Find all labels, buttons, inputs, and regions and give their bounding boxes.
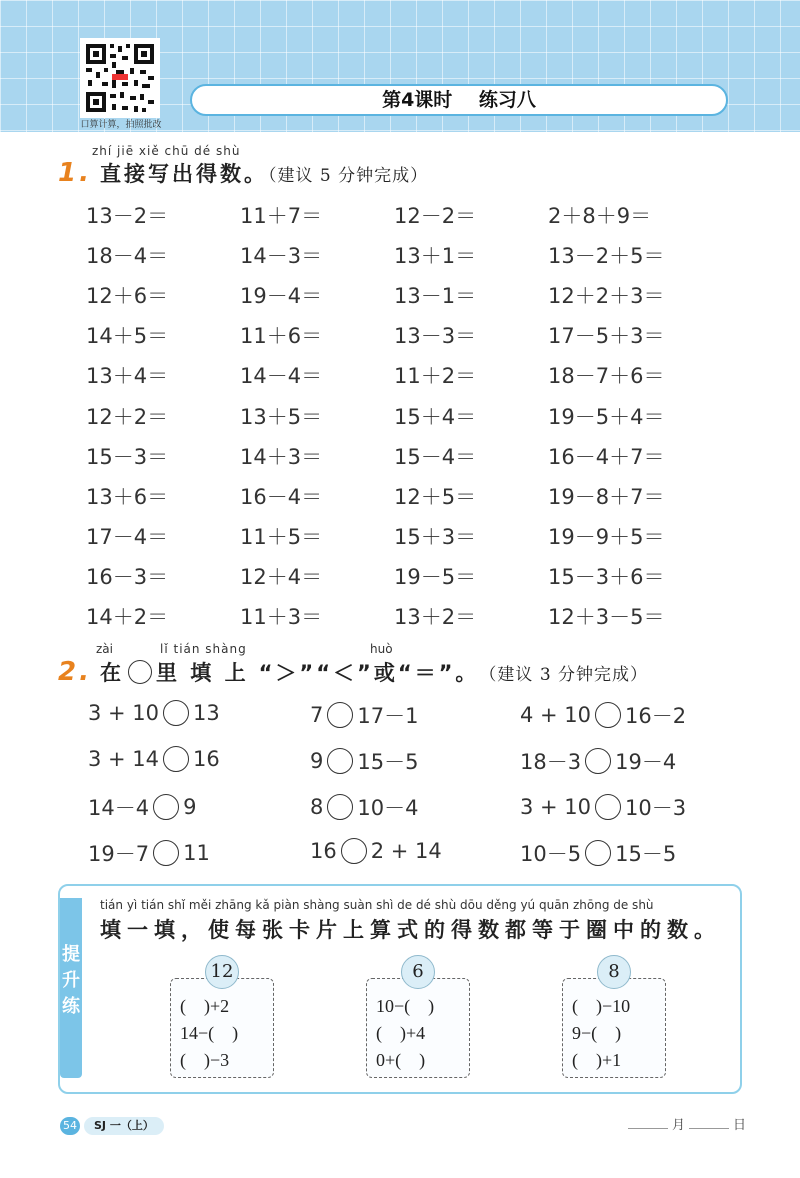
q2-circle-icon xyxy=(128,660,152,684)
day-label: 日 xyxy=(732,1118,746,1133)
card-expression[interactable]: 0+( ) xyxy=(376,1050,426,1070)
answer-circle[interactable] xyxy=(327,702,353,728)
equation-item: 11＋7＝ xyxy=(240,204,323,228)
answer-circle[interactable] xyxy=(341,838,367,864)
compare-left: 3 + 14 xyxy=(88,747,160,771)
compare-item xyxy=(310,838,442,864)
q1-heading xyxy=(58,158,428,188)
equation-item: 12＋4＝ xyxy=(240,564,323,589)
equation-item: 17－4＝ xyxy=(86,524,169,549)
compare-right: 17－1 xyxy=(357,704,419,728)
answer-circle[interactable] xyxy=(327,794,353,820)
equation-item: 19－9＋5＝ xyxy=(548,524,665,549)
answer-circle[interactable] xyxy=(153,840,179,866)
q1-number: 1. xyxy=(58,158,92,188)
lesson-title xyxy=(190,84,728,116)
equation-item: 13＋1＝ xyxy=(394,244,477,269)
ext-tab-char-3: 练 xyxy=(62,996,80,1017)
equation-item: 16－4＝ xyxy=(240,484,323,509)
equation-item: 2＋8＋9＝ xyxy=(548,204,652,228)
equation-item: 12＋2＋3＝ xyxy=(548,284,665,309)
equation-item: 11＋3＝ xyxy=(240,605,323,629)
lesson-number: 第4课时 xyxy=(382,89,453,111)
equation-item: 13＋2＝ xyxy=(394,605,477,629)
equation-item: 11＋2＝ xyxy=(394,364,477,389)
compare-left: 16 xyxy=(310,839,337,863)
ext-title: 填一填，使每张卡片上算式的得数都等于圈中的数。 xyxy=(100,918,721,942)
equation-item: 14＋3＝ xyxy=(240,444,323,469)
header-band xyxy=(0,0,800,132)
q1-hint: （建议 5 分钟完成） xyxy=(267,166,429,186)
equation-item: 15－3＋6＝ xyxy=(548,564,665,589)
equation-item: 14＋2＝ xyxy=(86,605,169,629)
card-expression[interactable]: 10−( ) xyxy=(376,996,435,1016)
compare-left: 4 + 10 xyxy=(520,703,592,727)
q2-number: 2. xyxy=(58,657,92,687)
month-label: 月 xyxy=(671,1118,685,1133)
answer-circle[interactable] xyxy=(595,794,621,820)
q1-text: 直接写出得数。 xyxy=(99,162,268,186)
equation-item: 15－4＝ xyxy=(394,444,477,469)
compare-left: 10－5 xyxy=(520,842,582,866)
q2-text-b: 里 填 上 xyxy=(155,661,249,685)
q2-text-c: “＞”“＜” xyxy=(258,661,374,685)
card-expression[interactable]: ( )+4 xyxy=(376,1023,426,1043)
compare-right: 15－5 xyxy=(357,750,419,774)
compare-right: 10－3 xyxy=(625,796,687,820)
equation-item: 18－7＋6＝ xyxy=(548,364,665,389)
card-target-number: 8 xyxy=(597,955,631,989)
equation-item: 13－3＝ xyxy=(394,324,477,349)
answer-circle[interactable] xyxy=(163,700,189,726)
compare-item xyxy=(88,792,196,822)
card-expression[interactable]: 9−( ) xyxy=(572,1023,622,1043)
equation-item: 14＋5＝ xyxy=(86,324,169,349)
equation-item: 15＋3＝ xyxy=(394,524,477,549)
card-expression[interactable]: 14−( ) xyxy=(180,1023,239,1043)
equation-item: 17－5＋3＝ xyxy=(548,324,665,349)
answer-circle[interactable] xyxy=(153,794,179,820)
compare-right: 13 xyxy=(193,701,220,725)
card-expression[interactable]: ( )+2 xyxy=(180,996,230,1016)
card-expression[interactable]: ( )−3 xyxy=(180,1050,230,1070)
equation-item: 13－2＋5＝ xyxy=(548,244,665,269)
compare-right: 19－4 xyxy=(615,750,677,774)
compare-right: 16 xyxy=(193,747,220,771)
equation-item: 14－3＝ xyxy=(240,244,323,269)
card-expression[interactable]: ( )+1 xyxy=(572,1050,622,1070)
equation-item: 15＋4＝ xyxy=(394,404,477,429)
equation-item: 19－5＝ xyxy=(394,564,477,589)
equation-item: 19－4＝ xyxy=(240,284,323,309)
equation-item: 13＋5＝ xyxy=(240,404,323,429)
equation-item: 19－8＋7＝ xyxy=(548,484,665,509)
compare-item xyxy=(310,792,418,822)
q2-text-d: 或 xyxy=(373,661,398,685)
equation-item: 15－3＝ xyxy=(86,444,169,469)
card-target-number: 12 xyxy=(205,955,239,989)
answer-circle[interactable] xyxy=(595,702,621,728)
month-blank[interactable] xyxy=(628,1128,668,1129)
compare-left: 3 + 10 xyxy=(520,795,592,819)
answer-circle[interactable] xyxy=(585,748,611,774)
compare-left: 18－3 xyxy=(520,750,582,774)
qr-caption: 口算计算，拍照批改 xyxy=(80,120,162,130)
equation-item: 11＋6＝ xyxy=(240,324,323,349)
q2-hint: （建议 3 分钟完成） xyxy=(479,664,649,685)
compare-left: 3 + 10 xyxy=(88,701,160,725)
edition-badge: SJ 一（上） xyxy=(84,1117,164,1135)
compare-item xyxy=(88,746,220,772)
compare-left: 19－7 xyxy=(88,842,150,866)
compare-right: 11 xyxy=(183,841,210,865)
compare-item xyxy=(88,838,210,868)
answer-circle[interactable] xyxy=(163,746,189,772)
compare-item xyxy=(520,700,686,730)
q2-pinyin-huo: huò xyxy=(370,642,393,656)
answer-circle[interactable] xyxy=(585,840,611,866)
card-expression[interactable]: ( )−10 xyxy=(572,996,631,1016)
compare-left: 9 xyxy=(310,749,324,773)
compare-item xyxy=(310,700,418,730)
q2-text-e: “＝”。 xyxy=(397,661,480,685)
equation-item: 12＋5＝ xyxy=(394,484,477,509)
compare-left: 7 xyxy=(310,703,324,727)
day-blank[interactable] xyxy=(689,1128,729,1129)
equation-item: 11＋5＝ xyxy=(240,524,323,549)
equation-item: 19－5＋4＝ xyxy=(548,404,665,429)
compare-right: 10－4 xyxy=(357,796,419,820)
qr-code-icon[interactable] xyxy=(82,40,158,116)
equation-item: 13－1＝ xyxy=(394,284,477,309)
equation-item: 12＋6＝ xyxy=(86,284,169,309)
compare-left: 8 xyxy=(310,795,324,819)
equation-item: 16－4＋7＝ xyxy=(548,444,665,469)
q2-heading xyxy=(58,657,648,687)
compare-right: 16－2 xyxy=(625,704,687,728)
extension-tab xyxy=(60,898,82,1078)
card-target-number: 6 xyxy=(401,955,435,989)
compare-item xyxy=(310,746,418,776)
date-fields xyxy=(624,1114,746,1133)
compare-item xyxy=(520,838,676,868)
equation-item: 18－4＝ xyxy=(86,244,169,269)
q2-text-a: 在 xyxy=(99,661,124,685)
compare-right: 15－5 xyxy=(615,842,677,866)
page-number: 54 xyxy=(60,1117,80,1135)
q2-pinyin-li: lǐ tián shàng xyxy=(160,642,247,656)
equation-item: 13＋6＝ xyxy=(86,484,169,509)
equation-item: 12＋2＝ xyxy=(86,404,169,429)
answer-circle[interactable] xyxy=(327,748,353,774)
compare-left: 14－4 xyxy=(88,796,150,820)
compare-right: 9 xyxy=(183,795,197,819)
compare-right: 2 + 14 xyxy=(370,839,442,863)
q1-pinyin: zhí jiē xiě chū dé shù xyxy=(92,144,241,158)
equation-item: 14－4＝ xyxy=(240,364,323,389)
compare-item xyxy=(520,792,686,822)
equation-item: 12－2＝ xyxy=(394,204,477,228)
ext-tab-char-2: 升 xyxy=(62,970,80,991)
ext-tab-char-1: 提 xyxy=(62,944,80,965)
equation-item: 16－3＝ xyxy=(86,564,169,589)
compare-item xyxy=(88,700,220,726)
equation-item: 12＋3－5＝ xyxy=(548,605,665,629)
compare-item xyxy=(520,746,676,776)
lesson-name: 练习八 xyxy=(478,89,536,111)
equation-item: 13＋4＝ xyxy=(86,364,169,389)
ext-pinyin: tián yì tián shǐ měi zhāng kǎ piàn shàng suàn shì de dé shù dōu děng yú quān zhōng de shù xyxy=(100,898,654,912)
q2-pinyin-zai: zài xyxy=(96,642,113,656)
equation-item: 13－2＝ xyxy=(86,204,169,228)
